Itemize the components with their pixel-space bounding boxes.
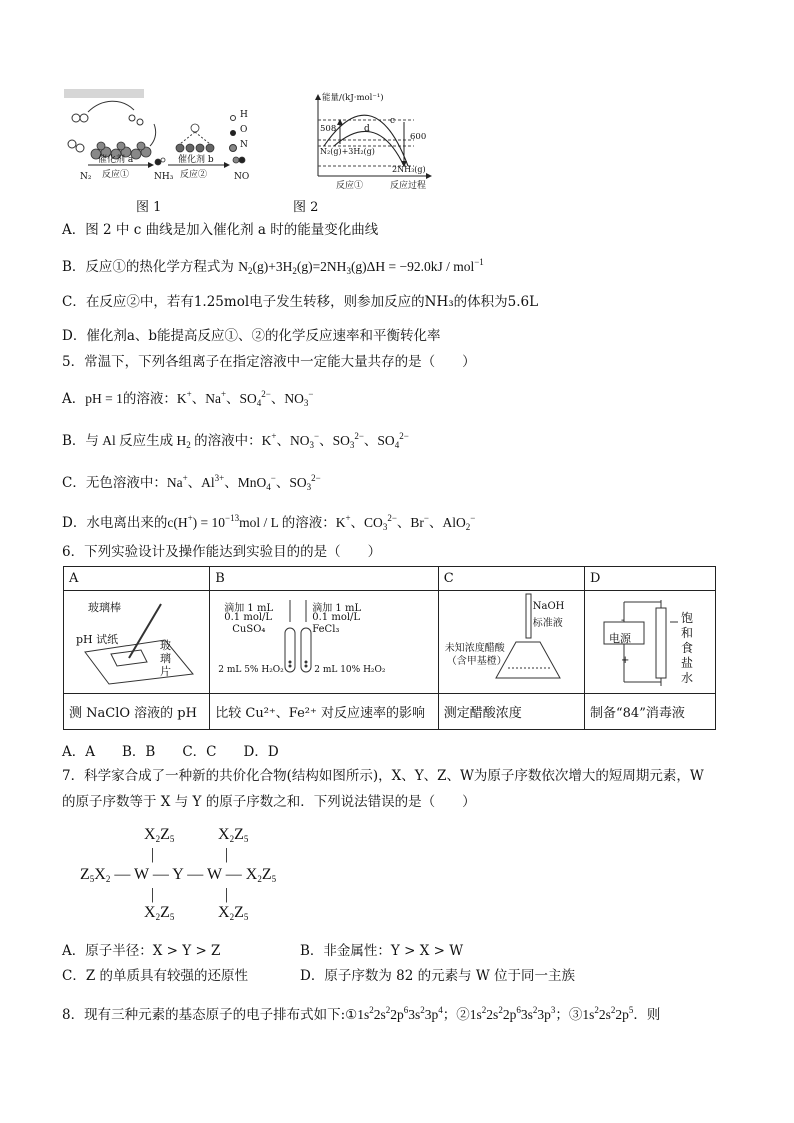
fig2-value-600: 600 — [410, 132, 427, 142]
q7-option-b: B．非金属性：Y > X > W — [300, 943, 464, 959]
label-b-left1: 滴加 1 mL — [224, 603, 274, 614]
struct-top-left: $X_2Z_5$ — [144, 826, 175, 844]
arrow1-bottom-label: 反应① — [102, 170, 130, 180]
figure-2-energy-chart — [304, 92, 434, 192]
fig2-products: 2NH₃(g) — [392, 165, 426, 174]
q6-experiment-table — [63, 566, 716, 730]
q7-stem-line2: 的原子序数等于 X 与 Y 的原子序数之和．下列说法错误的是（ ） — [62, 794, 476, 810]
q4-option-b-text: B．反应①的热化学方程式为 — [62, 259, 234, 275]
species-n2: N₂ — [80, 172, 92, 182]
struct-top-right: $X_2Z_5$ — [218, 826, 249, 844]
fig2-curve-d: d — [364, 124, 370, 134]
q4-option-b — [62, 252, 484, 281]
q4-option-d: D．催化剂a、b能提高反应①、②的化学反应速率和平衡转化率 — [62, 328, 441, 344]
figure-1-caption: 图 1 — [136, 200, 162, 215]
species-nh3: NH₃ — [154, 172, 174, 182]
q7-structure-formula — [76, 822, 296, 930]
fig2-xlabel-left: 反应① — [336, 181, 364, 191]
q5-option-a-ions: pH = 1的溶液：K+、Na+、$SO_4^{2-}$、$NO_3^-$ — [85, 389, 314, 408]
struct-middle-row: $Z_5X_2$ — W — Y — W — $X_2Z_5$ — [80, 866, 277, 884]
struct-bond-bottom-left: | — [151, 886, 155, 903]
q5-option-c-ions: Na+、$Al^{3+}$、MnO$_4$−、$SO_3^{2-}$ — [166, 473, 321, 492]
q5-option-b-ions: Al 反应生成 $H_2$ 的溶液中：K+、$NO_3^-$、$SO_3^{2-}$、$SO_4^{2-}$ — [98, 431, 409, 450]
arrow1-top-label: 催化剂 a — [98, 155, 134, 165]
struct-bond-top-right: | — [225, 846, 229, 863]
label-plus: + — [621, 655, 630, 666]
q5-option-a — [62, 384, 313, 413]
q5-option-a-label: A． — [62, 391, 86, 407]
q5-option-d-label: D．水电离出来的 — [62, 515, 168, 531]
label-glass-plate: 玻璃片 — [160, 639, 171, 678]
q7-option-a: A．原子半径：X > Y > Z — [62, 943, 221, 959]
q5-option-c — [62, 468, 321, 497]
q7-option-d: D．原子序数为 82 的元素与 W 位于同一主族 — [300, 968, 576, 984]
label-b-bottom-right: 2 mL 10% H₂O₂ — [314, 665, 386, 675]
q4-option-b-equation: $N_2(g)+3H_2(g)=2NH_3(g)\Delta H = -92.0kJ / mol^{-1}$ — [238, 257, 484, 276]
q5-option-b — [62, 426, 409, 455]
q5-option-d-ions: $c(H^+) = 10^{-13}mol / L$ 的溶液：K+、$CO_3^{2-}$、Br−、AlO$_2$− — [167, 513, 476, 532]
q7-option-c: C．Z 的单质具有较强的还原性 — [62, 968, 249, 984]
label-b-right1: 滴加 1 mL — [312, 603, 362, 614]
label-minus: - — [621, 615, 625, 626]
q6-header-b: B — [210, 567, 439, 591]
q8-configurations: $①1s^22s^22p^63s^23p^4$；$②1s^22s^22p^63s^23p^3$；$③1s^22s^22p^5$．则 — [345, 1005, 661, 1022]
q4-option-a: A．图 2 中 c 曲线是加入催化剂 a 时的能量变化曲线 — [62, 222, 379, 238]
figure-2-caption: 图 2 — [293, 200, 319, 215]
q5-option-b-label: B．与 — [62, 433, 99, 449]
struct-bottom-left: $X_2Z_5$ — [144, 904, 175, 922]
label-b-left3: CuSO₄ — [232, 624, 266, 635]
figure-1 — [62, 88, 262, 188]
fig2-ylabel: 能量/(kJ·mol⁻¹) — [322, 93, 384, 103]
q6-options: A．A B．B C．C D．D — [62, 744, 279, 760]
q6-header-d: D — [585, 567, 716, 591]
q6-cell-c-figure — [438, 591, 584, 694]
label-methyl-orange: （含甲基橙） — [446, 656, 507, 667]
label-naoh: NaOH — [532, 601, 565, 612]
label-b-right3: FeCl₃ — [312, 624, 340, 635]
label-b-left2: 0.1 mol/L — [224, 612, 273, 623]
q6-purpose-a: 测 NaClO 溶液的 pH — [64, 694, 210, 730]
label-glass-rod: 玻璃棒 — [88, 601, 121, 614]
legend-n-label: N — [240, 140, 248, 150]
q6-cell-b-figure — [210, 591, 439, 694]
q6-purpose-c: 测定醋酸浓度 — [438, 694, 584, 730]
q6-cell-d-figure — [585, 591, 716, 694]
struct-bond-top-left: | — [151, 846, 155, 863]
fig2-curve-c: c — [390, 116, 396, 126]
fig2-value-508: 508 — [320, 124, 337, 134]
q6-header-a: A — [64, 567, 210, 591]
q6-purpose-b: 比较 Cu²⁺、Fe²⁺ 对反应速率的影响 — [210, 694, 439, 730]
q6-purpose-d: 制备“84”消毒液 — [585, 694, 716, 730]
label-b-right2: 0.1 mol/L — [312, 612, 361, 623]
q7-stem-line1: 7．科学家合成了一种新的共价化合物(结构如图所示)，X、Y、Z、W为原子序数依次增大的短周期元素，W — [62, 768, 704, 784]
label-ph-paper: pH 试纸 — [76, 633, 119, 646]
q8-stem-text: 8．现有三种元素的基态原子的电子排布式如下: — [62, 1007, 346, 1023]
arrow2-top-label: 催化剂 b — [178, 155, 214, 165]
q6-stem: 6．下列实验设计及操作能达到实验目的的是（ ） — [62, 544, 382, 560]
label-unknown-acid: 未知浓度醋酸 — [444, 643, 505, 654]
arrow2-bottom-label: 反应② — [180, 170, 208, 180]
fig2-xlabel-right: 反应过程 — [390, 181, 427, 191]
struct-bond-bottom-right: | — [225, 886, 229, 903]
q5-option-d — [62, 508, 475, 537]
legend-h-label: H — [240, 110, 248, 120]
q4-option-c: C．在反应②中，若有1.25mol电子发生转移，则参加反应的NH₃的体积为5.6L — [62, 294, 539, 310]
species-no: NO — [234, 172, 250, 182]
q5-stem: 5．常温下，下列各组离子在指定溶液中一定能大量共存的是（ ） — [62, 354, 476, 370]
figure-2 — [304, 92, 434, 192]
q6-cell-a-figure — [64, 591, 210, 694]
q8-stem — [62, 1000, 660, 1025]
legend-o-label: O — [240, 125, 248, 135]
q5-option-c-label: C．无色溶液中： — [62, 475, 167, 491]
struct-bottom-right: $X_2Z_5$ — [218, 904, 249, 922]
label-saturated-brine: 饱和食盐水 — [681, 611, 694, 685]
label-power: 电源 — [609, 632, 631, 645]
q6-header-c: C — [438, 567, 584, 591]
fig2-reactants: N₂(g)+3H₂(g) — [320, 147, 375, 156]
label-b-bottom-left: 2 mL 5% H₂O₂ — [218, 665, 284, 675]
label-standard-solution: 标准液 — [532, 618, 563, 629]
